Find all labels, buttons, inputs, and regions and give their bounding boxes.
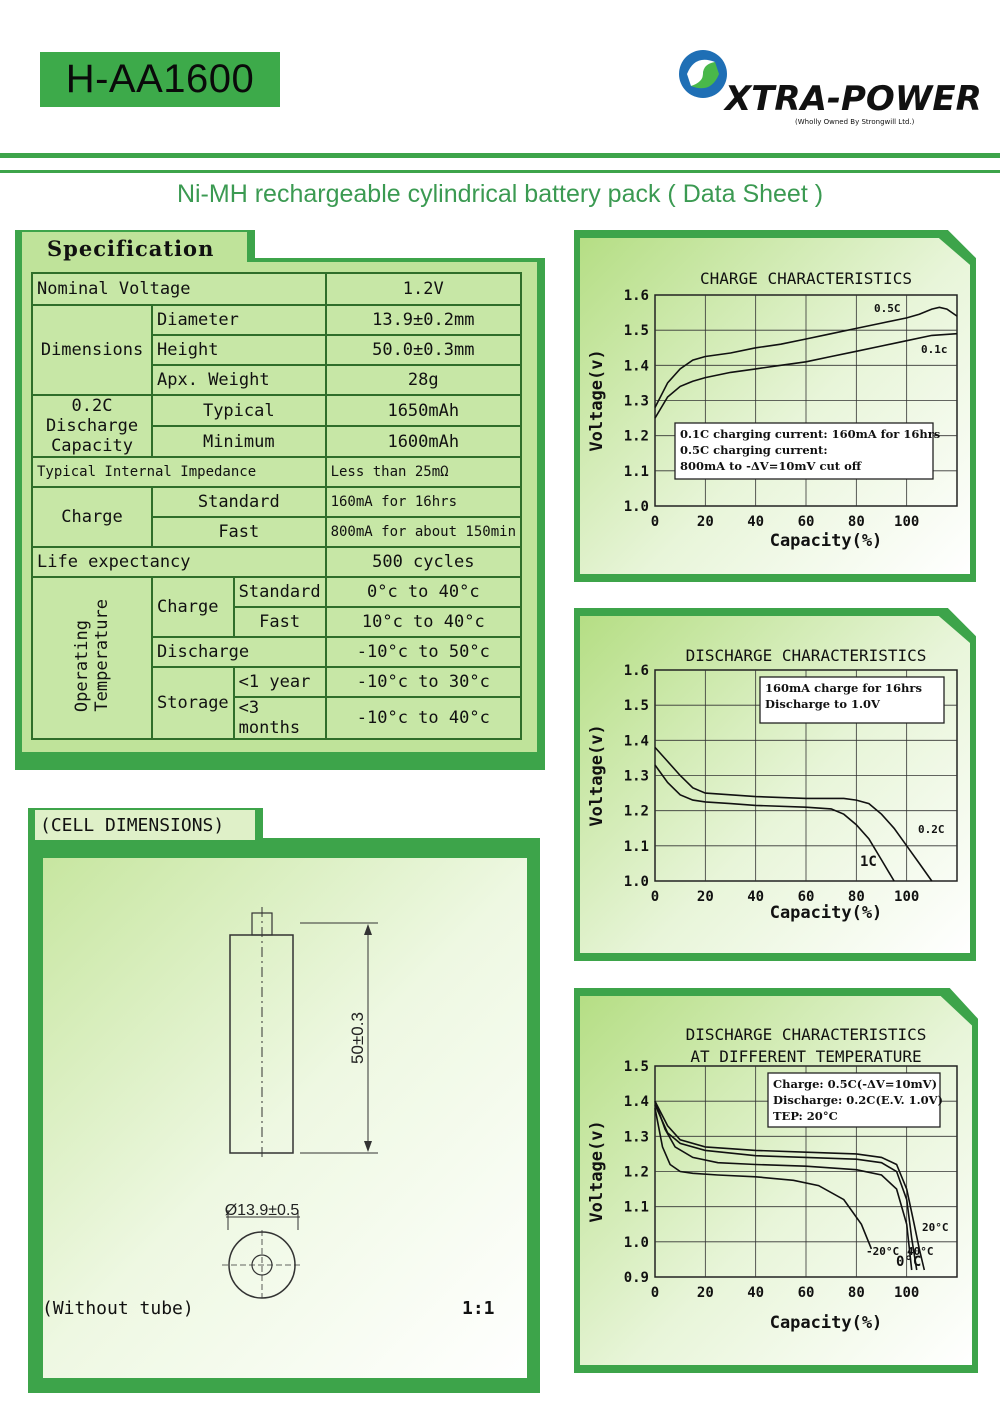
series-label: 0.1c bbox=[921, 343, 948, 356]
series-label: 1C bbox=[860, 854, 877, 870]
capacity-label-line2: Capacity bbox=[51, 436, 133, 456]
y-axis-label: Voltage(v) bbox=[587, 349, 607, 452]
series-line bbox=[655, 1108, 871, 1249]
charge-fast-label: Fast bbox=[152, 517, 326, 547]
annotation-line: 0.1C charging current: 160mA for 16hrs bbox=[680, 427, 941, 441]
x-tick-label: 20 bbox=[696, 889, 714, 905]
series-label: 0.5C bbox=[874, 302, 901, 315]
height-label: Height bbox=[152, 335, 326, 365]
op-standard-label: Standard bbox=[234, 577, 326, 607]
op-discharge-value: -10°c to 50°c bbox=[326, 637, 521, 667]
x-axis-label: Capacity(%) bbox=[769, 531, 883, 551]
series-label: 0.2C bbox=[918, 823, 945, 836]
logo-text: XTRA-POWER bbox=[725, 79, 982, 119]
impedance-label: Typical Internal Impedance bbox=[32, 457, 326, 487]
life-value: 500 cycles bbox=[326, 547, 521, 577]
height-value: 50.0±0.3mm bbox=[326, 335, 521, 365]
y-tick-label: 1.6 bbox=[623, 288, 649, 304]
op-storage-1-value: -10°c to 30°c bbox=[326, 667, 521, 697]
x-tick-label: 0 bbox=[650, 1285, 660, 1301]
annotation-line: Charge: 0.5C(-ΔV=10mV) bbox=[773, 1077, 938, 1091]
x-tick-label: 0 bbox=[650, 514, 660, 530]
page-subtitle: Ni-MH rechargeable cylindrical battery pack ( Data Sheet ) bbox=[176, 180, 824, 208]
x-tick-label: 40 bbox=[747, 514, 765, 530]
y-tick-label: 1.3 bbox=[623, 1129, 649, 1146]
charge-standard-label: Standard bbox=[152, 487, 326, 517]
scale-label: 1:1 bbox=[462, 1298, 495, 1319]
charge-standard-value: 160mA for 16hrs bbox=[326, 487, 521, 517]
y-tick-label: 1.4 bbox=[623, 1094, 649, 1111]
diameter-label: Diameter bbox=[152, 305, 326, 335]
spec-title: Specification bbox=[47, 236, 215, 261]
y-tick-label: 1.2 bbox=[623, 428, 649, 445]
y-tick-label: 1.4 bbox=[623, 733, 649, 750]
op-storage-2-value: -10°c to 40°c bbox=[326, 697, 521, 739]
x-tick-label: 60 bbox=[797, 514, 815, 530]
y-tick-label: 1.5 bbox=[623, 698, 649, 715]
x-tick-label: 80 bbox=[847, 889, 865, 905]
y-tick-label: 1.1 bbox=[623, 838, 649, 855]
x-tick-label: 40 bbox=[747, 889, 765, 905]
y-tick-label: 1.6 bbox=[623, 663, 649, 679]
impedance-value: Less than 25mΩ bbox=[326, 457, 521, 487]
y-tick-label: 1.0 bbox=[623, 499, 649, 515]
x-tick-label: 60 bbox=[797, 1285, 815, 1301]
chart-subtitle: AT DIFFERENT TEMPERATURE bbox=[690, 1047, 922, 1066]
minimum-label: Minimum bbox=[152, 426, 326, 457]
y-axis-label: Voltage(v) bbox=[587, 724, 607, 827]
model-title: H-AA1600 bbox=[40, 52, 280, 107]
y-tick-label: 1.2 bbox=[623, 1164, 649, 1181]
y-tick-label: 1.3 bbox=[623, 393, 649, 410]
weight-value: 28g bbox=[326, 365, 521, 395]
typical-label: Typical bbox=[152, 395, 326, 426]
charge-fast-value: 800mA for about 150min bbox=[326, 517, 521, 547]
x-tick-label: 100 bbox=[894, 514, 920, 530]
op-charge-label: Charge bbox=[152, 577, 234, 637]
chart-title: DISCHARGE CHARACTERISTICS bbox=[685, 646, 927, 665]
series-label: 0°C bbox=[896, 1254, 922, 1270]
y-axis-label: Voltage(v) bbox=[587, 1120, 607, 1223]
without-tube-note: (Without tube) bbox=[42, 1298, 194, 1319]
weight-label: Apx. Weight bbox=[152, 365, 326, 395]
y-tick-label: 1.2 bbox=[623, 803, 649, 820]
charge-label: Charge bbox=[32, 487, 152, 547]
life-label: Life expectancy bbox=[32, 547, 326, 577]
op-fast-label: Fast bbox=[234, 607, 326, 637]
capacity-label-line1: 0.2C Discharge bbox=[45, 396, 139, 436]
typical-value: 1650mAh bbox=[326, 395, 521, 426]
x-tick-label: 20 bbox=[696, 514, 714, 530]
nominal-voltage-value: 1.2V bbox=[326, 273, 521, 305]
x-tick-label: 80 bbox=[847, 1285, 865, 1301]
x-tick-label: 20 bbox=[696, 1285, 714, 1301]
dimensions-label: Dimensions bbox=[32, 305, 152, 395]
op-charge-standard-value: 0°c to 40°c bbox=[326, 577, 521, 607]
y-tick-label: 1.3 bbox=[623, 768, 649, 785]
logo-tagline: (Wholly Owned By Strongwill Ltd.) bbox=[795, 118, 915, 126]
op-storage-1-label: <1 year bbox=[234, 667, 326, 697]
series-line bbox=[655, 765, 894, 881]
annotation-line: Discharge: 0.2C(E.V. 1.0V) bbox=[773, 1093, 943, 1107]
chart-title: DISCHARGE CHARACTERISTICS bbox=[685, 1025, 927, 1044]
y-tick-label: 1.5 bbox=[623, 323, 649, 340]
op-charge-fast-value: 10°c to 40°c bbox=[326, 607, 521, 637]
op-discharge-label: Discharge bbox=[152, 637, 326, 667]
op-storage-label: Storage bbox=[152, 667, 234, 739]
y-tick-label: 1.5 bbox=[623, 1059, 649, 1075]
y-tick-label: 1.0 bbox=[623, 874, 649, 890]
nominal-voltage-label: Nominal Voltage bbox=[32, 273, 326, 305]
annotation-line: Discharge to 1.0V bbox=[765, 697, 880, 711]
diameter-dimension-label: Ø13.9±0.5 bbox=[224, 1202, 300, 1219]
series-label: 40°C bbox=[907, 1245, 934, 1258]
operating-label-line2: Temperature bbox=[92, 599, 112, 712]
x-tick-label: 0 bbox=[650, 889, 660, 905]
annotation-line: TEP: 20°C bbox=[773, 1109, 838, 1123]
x-axis-label: Capacity(%) bbox=[769, 1313, 883, 1333]
y-tick-label: 0.9 bbox=[623, 1270, 649, 1286]
series-label: -20°C bbox=[866, 1245, 900, 1258]
op-storage-2-label: <3 months bbox=[234, 697, 326, 739]
y-tick-label: 1.1 bbox=[623, 1199, 649, 1216]
x-axis-label: Capacity(%) bbox=[769, 903, 883, 923]
operating-label-line1: Operating bbox=[72, 619, 92, 712]
y-tick-label: 1.1 bbox=[623, 463, 649, 480]
cell-dimensions-title: (CELL DIMENSIONS) bbox=[40, 815, 225, 836]
x-tick-label: 100 bbox=[894, 889, 920, 905]
minimum-value: 1600mAh bbox=[326, 426, 521, 457]
y-tick-label: 1.0 bbox=[623, 1234, 649, 1251]
height-dimension-label: 50±0.3 bbox=[348, 1012, 367, 1064]
x-tick-label: 60 bbox=[797, 889, 815, 905]
diameter-value: 13.9±0.2mm bbox=[326, 305, 521, 335]
annotation-line: 800mA to -ΔV=10mV cut off bbox=[680, 459, 862, 473]
annotation-line: 0.5C charging current: bbox=[680, 443, 828, 457]
chart-title: CHARGE CHARACTERISTICS bbox=[700, 269, 912, 288]
annotation-line: 160mA charge for 16hrs bbox=[765, 681, 922, 695]
series-label: 20°C bbox=[922, 1221, 949, 1234]
x-tick-label: 80 bbox=[847, 514, 865, 530]
y-tick-label: 1.4 bbox=[623, 358, 649, 375]
series-line bbox=[655, 747, 932, 881]
x-tick-label: 40 bbox=[747, 1285, 765, 1301]
x-tick-label: 100 bbox=[894, 1285, 920, 1301]
